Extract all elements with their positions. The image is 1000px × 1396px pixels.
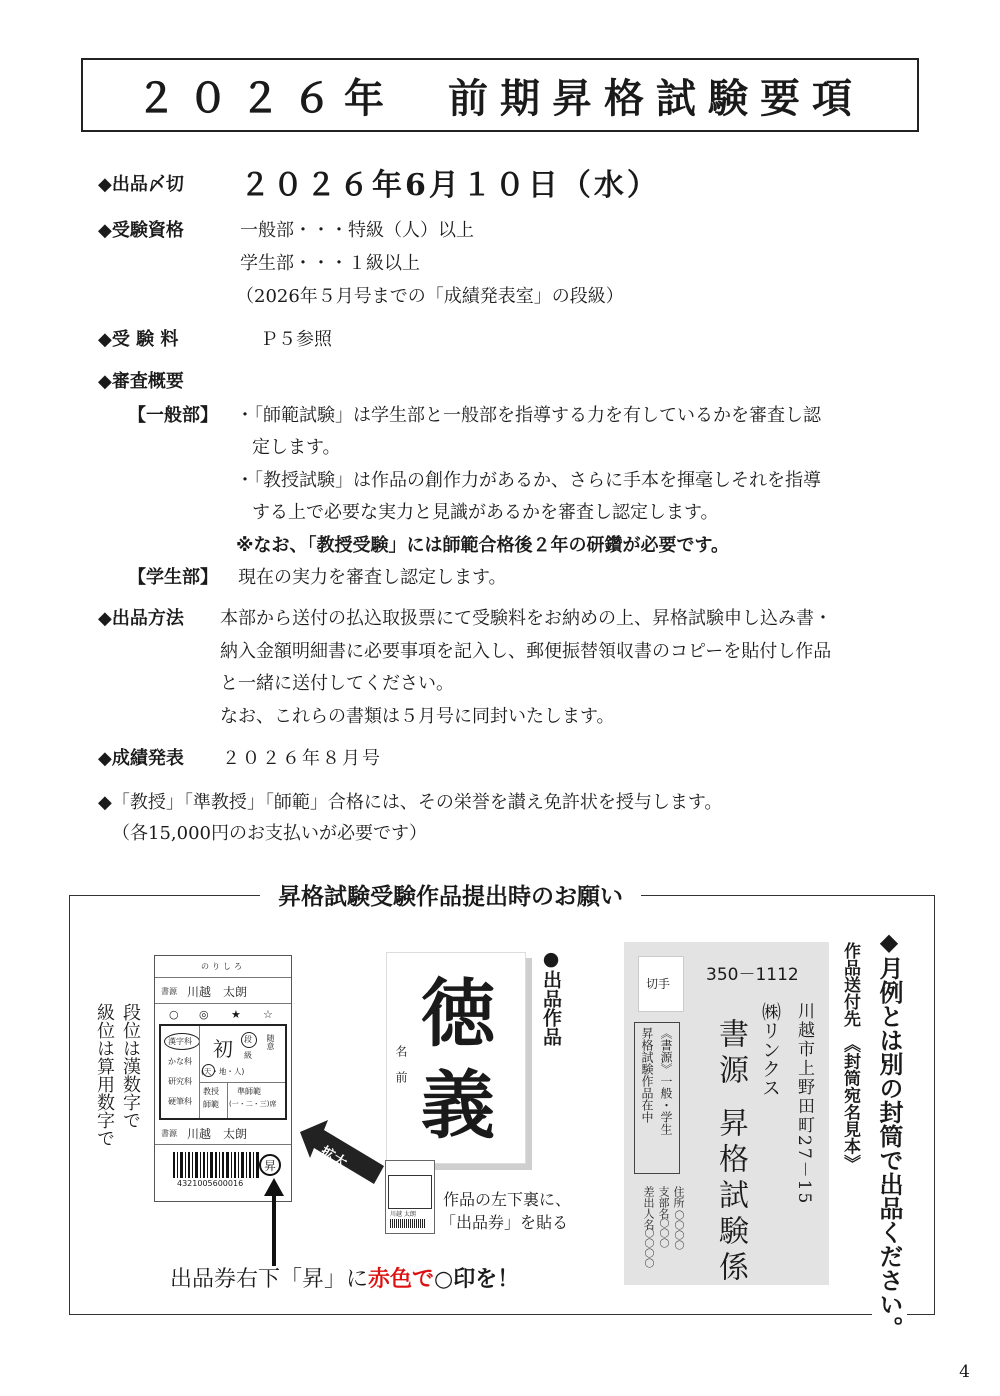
ticket-jun-shihan: 準師範 [237, 1087, 261, 1096]
ticket-symbol: ☆ [263, 1008, 273, 1021]
ticket-jun-sub: (一・二・三)席 [229, 1100, 277, 1108]
method-line: 納入金額明細書に必要事項を記入し、郵便振替領収書のコピーを貼付し作品 [220, 641, 832, 662]
dan-note: 段位は漢数字で [120, 1003, 141, 1129]
ticket-sho-mark: 昇 [264, 1159, 277, 1173]
ticket-category: 硬筆科 [168, 1097, 192, 1106]
method-line: なお、これらの書類は５月号に同封いたします。 [220, 706, 615, 727]
results-value: ２０２６年８月号 [222, 748, 382, 769]
request-title: 昇格試験受験作品提出時のお願い [260, 878, 641, 911]
eligibility-line: 一般部・・・特級（人）以上 [240, 220, 474, 241]
title-box [81, 58, 919, 132]
ticket-name: 川越 太朗 [187, 985, 248, 999]
review-general-label: 【一般部】 [128, 405, 218, 426]
license-note: （各15,000円のお支払いが必要です） [112, 823, 427, 844]
ticket-zuii: 随意 [266, 1034, 275, 1050]
eligibility-label: ◆受験資格 [98, 220, 184, 241]
sender-label: 支部名 [657, 1186, 670, 1219]
barcode [173, 1152, 261, 1178]
ticket-category: 研究科 [168, 1077, 192, 1086]
barcode-number: 4321005600016 [177, 1179, 244, 1188]
eligibility-line: （2026年５月号までの「成績発表室」の段級） [236, 286, 624, 307]
ticket-sho-label-2: 書源 [161, 1129, 177, 1138]
eligibility-line: 学生部・・・１級以上 [240, 253, 420, 274]
ticket-category: 漢字科 [168, 1037, 192, 1046]
review-student-label: 【学生部】 [128, 567, 218, 588]
ticket-name-2: 川越 太朗 [187, 1127, 248, 1141]
review-label: ◆審査概要 [98, 371, 184, 392]
ticket-header: のりしろ [201, 962, 245, 971]
ticket-rank-section [159, 1024, 287, 1120]
method-line: と一緒に送付してください。 [220, 673, 454, 694]
method-line: 本部から送付の払込取扱票にて受験料をお納めの上、昇格試験申し込み書・ [220, 608, 832, 629]
entry-ticket [154, 955, 292, 1202]
envelope-zip: 350－1112 [706, 965, 799, 985]
up-arrow-icon [262, 1178, 286, 1266]
deadline-date: ２０２６年6月１０日（水） [240, 168, 660, 203]
ticket-rank-dan: 段 [244, 1035, 252, 1044]
envelope-address: 川越市上野田町27－15 [794, 1002, 814, 1206]
envelope-stamp-box-line: 昇格試験作品在中 [640, 1027, 654, 1123]
ticket-symbol: ★ [231, 1008, 241, 1021]
sender-label: 住所 [672, 1186, 685, 1208]
instruction-pre: 出品券右下「昇」に [170, 1267, 369, 1292]
review-general-line: ・「師範試験」は学生部と一般部を指導する力を有しているかを審査し認 [236, 405, 821, 426]
paste-line: 作品の左下裏に、 [443, 1190, 572, 1209]
sender-value: 〇〇〇 [657, 1218, 668, 1248]
work-char: 義 [421, 1063, 495, 1149]
enlarge-label: 拡大 [317, 1143, 350, 1172]
ticket-rank-tenchijin: (天・地・人) [201, 1067, 245, 1076]
fee-label: ◆受 験 料 [98, 329, 179, 350]
work-char: 徳 [421, 971, 495, 1057]
sender-value: 〇〇〇〇 [642, 1228, 653, 1268]
sender-value: 〇〇〇〇 [672, 1210, 683, 1250]
review-general-line: 定します。 [252, 437, 341, 458]
instruction-post: ○印を！ [434, 1267, 520, 1292]
fee-value: Ｐ５参照 [260, 329, 332, 350]
ticket-symbol: ○ [169, 1008, 179, 1021]
mini-ticket [385, 1160, 435, 1234]
ticket-kyoju: 教授 [203, 1087, 219, 1096]
page-number: 4 [959, 1362, 970, 1382]
license-line: ◆「教授」「準教授」「師範」合格には、その栄誉を讃え免許状を授与します。 [98, 792, 723, 813]
envelope-stamp-box [634, 1022, 680, 1174]
instruction [170, 1262, 519, 1293]
ticket-shihan: 師範 [203, 1100, 219, 1109]
review-general-line: ・「教授試験」は作品の創作力があるか、さらに手本を揮毫しそれを指導 [236, 470, 821, 491]
ticket-category: かな科 [168, 1057, 192, 1066]
ticket-rank-big: 初 [213, 1037, 233, 1061]
stamp-label: 切手 [646, 977, 671, 991]
paste-line: 「出品券」を貼る [440, 1213, 569, 1232]
page-title: ２０２６年 前期昇格試験要項 [136, 75, 864, 122]
stamp-box [638, 956, 684, 1012]
review-general-line: する上で必要な実力と見識があるかを審査し認定します。 [252, 502, 719, 523]
envelope-stamp-box-line: 《書源》一般・学生 [659, 1027, 673, 1135]
ticket-sho-label: 書源 [161, 987, 177, 996]
review-note: ※なお、「教授受験」には師範合格後２年の研鑽が必要です。 [236, 535, 730, 556]
instruction-red: 赤色で [368, 1267, 435, 1292]
sender-label: 差出人名 [642, 1186, 655, 1230]
work-sample [386, 952, 526, 1164]
kyu-note: 級位は算用数字で [94, 1003, 115, 1147]
envelope-company: ㈱リンクス [759, 1002, 781, 1097]
ticket-symbol: ◎ [199, 1008, 209, 1021]
method-label: ◆出品方法 [98, 608, 184, 629]
envelope-sample [624, 942, 829, 1285]
mini-ticket-name: 川越 太朗 [390, 1211, 416, 1218]
sample-label: 作品送付先 《封筒宛名見本》 [840, 942, 860, 1172]
deadline-label: ◆出品〆切 [98, 174, 184, 195]
review-student-text: 現在の実力を審査し認定します。 [238, 567, 507, 588]
results-label: ◆成績発表 [98, 748, 184, 769]
envelope-recipient: 昇格試験係 [713, 1107, 748, 1287]
work-name: 名前 [394, 1045, 408, 1097]
envelope-recipient: 書源 [713, 1018, 748, 1090]
ticket-rank-kyu: 級 [244, 1051, 252, 1060]
work-label: ●出品作品 [540, 948, 562, 1046]
separate-note: ◆月例とは別の封筒で出品ください。 [872, 928, 907, 1340]
